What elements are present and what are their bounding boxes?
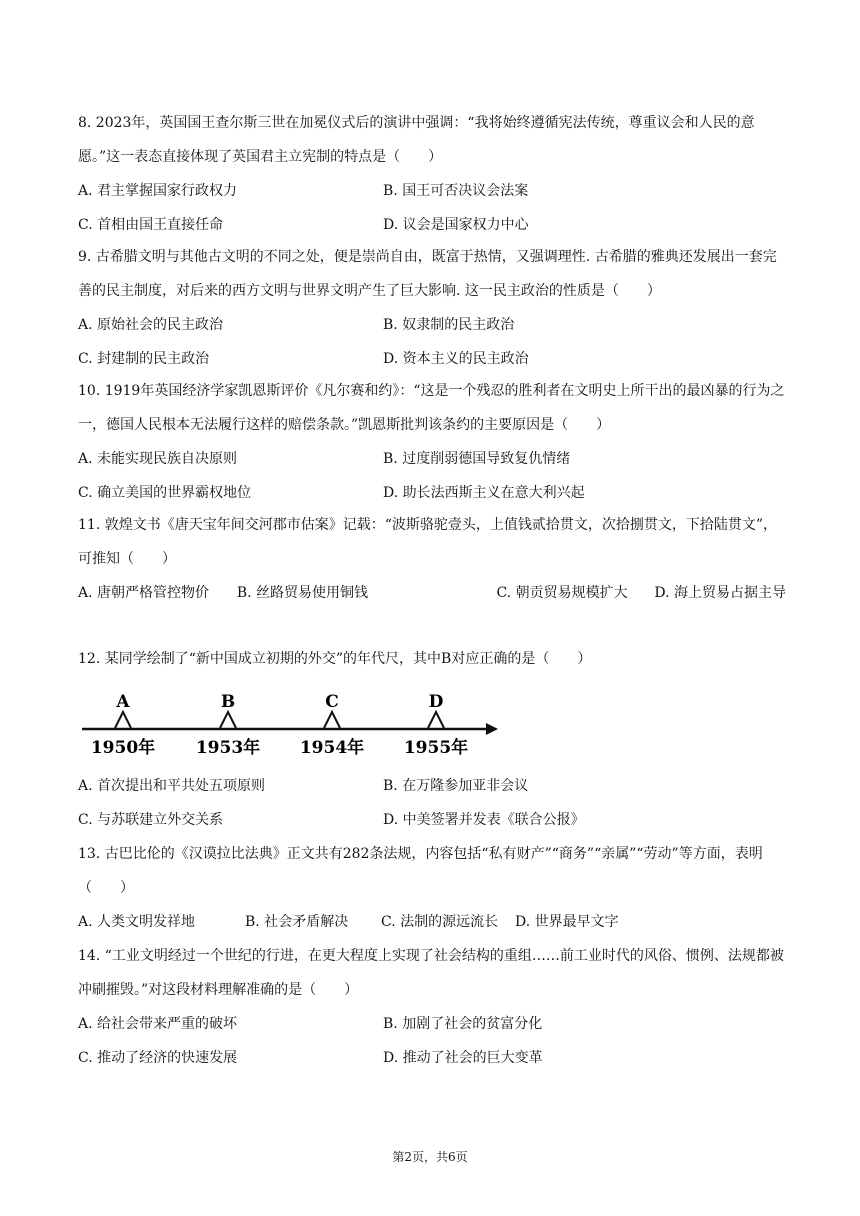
timeline-year-label: 1955年 — [403, 738, 469, 758]
options — [78, 905, 786, 939]
option-c[interactable]: C. 法制的源远流长 — [381, 914, 499, 930]
option-c[interactable]: C. 与苏联建立外交关系 — [78, 812, 224, 828]
option-d[interactable]: D. 资本主义的民主政治 — [383, 351, 529, 367]
options — [78, 1007, 786, 1075]
question-stem: 10. 1919年英国经济学家凯恩斯评价《凡尔赛和约》：“这是一个残忍的胜利者在文明史上所干出的最凶暴的行为之一，德国人民根本无法履行这样的赔偿条款。”凯恩斯批判该条约的主要原因是（ ） — [78, 383, 785, 433]
timeline-letter-a: A — [116, 692, 130, 712]
question-stem: 13. 古巴比伦的《汉谟拉比法典》正文共有282条法规，内容包括“私有财产”“商务”“亲属”“劳动”等方面，表明（ ） — [78, 846, 763, 896]
option-a[interactable]: A. 给社会带来严重的破坏 — [78, 1016, 238, 1032]
option-a[interactable]: A. 唐朝严格管控物价 — [78, 585, 210, 601]
option-b[interactable]: B. 加剧了社会的贫富分化 — [383, 1016, 543, 1032]
option-a[interactable]: A. 人类文明发祥地 — [78, 914, 196, 930]
option-d[interactable]: D. 推动了社会的巨大变革 — [383, 1050, 543, 1066]
question-stem: 11. 敦煌文书《唐天宝年间交河郡市估案》记载：“波斯骆驼壹头，上值钱贰拾贯文，次拾捌贯文，下拾陆贯文”，可推知（ ） — [78, 517, 778, 567]
timeline-year-label: 1953年 — [195, 738, 261, 758]
timeline-marker-icon — [324, 712, 340, 728]
timeline-year-label: 1950年 — [90, 738, 156, 758]
timeline-marker-icon — [220, 712, 236, 728]
option-b[interactable]: B. 过度削弱德国导致复仇情绪 — [383, 451, 571, 467]
question-stem: 9. 古希腊文明与其他古文明的不同之处，便是崇尚自由，既富于热情，又强调理性. 古希腊的雅典还发展出一套完善的民主制度，对后来的西方文明与世界文明产生了巨大影响. 这一民主政治的性质是（ ） — [78, 249, 777, 299]
option-d[interactable]: D. 中美签署并发表《联合公报》 — [383, 812, 585, 828]
options — [78, 442, 786, 510]
option-d[interactable]: D. 议会是国家权力中心 — [383, 217, 529, 233]
timeline-letter-d: D — [428, 692, 444, 712]
options — [78, 769, 786, 837]
option-a[interactable]: A. 君主掌握国家行政权力 — [78, 183, 238, 199]
option-c[interactable]: C. 推动了经济的快速发展 — [78, 1050, 238, 1066]
question-stem: 12. 某同学绘制了“新中国成立初期的外交”的年代尺，其中B对应正确的是（ ） — [78, 651, 592, 667]
timeline-letter-b: B — [220, 692, 236, 712]
timeline-marker-icon — [115, 712, 131, 728]
question-stem: 8. 2023年，英国国王查尔斯三世在加冕仪式后的演讲中强调：“我将始终遵循宪法传统，尊重议会和人民的意愿。”这一表态直接体现了英国君主立宪制的特点是（ ） — [78, 115, 755, 165]
timeline-figure — [80, 687, 510, 767]
question-stem: 14. “工业文明经过一个世纪的行进，在更大程度上实现了社会结构的重组……前工业时代的风俗、惯例、法规都被冲刷摧毁。”对这段材料理解准确的是（ ） — [78, 948, 784, 998]
timeline-marker-icon — [428, 712, 444, 728]
option-b[interactable]: B. 奴隶制的民主政治 — [383, 317, 515, 333]
timeline-letter-c: C — [325, 692, 339, 712]
timeline-year-label: 1954年 — [299, 738, 365, 758]
question-13 — [78, 837, 786, 939]
option-a[interactable]: A. 原始社会的民主政治 — [78, 317, 224, 333]
options — [78, 576, 786, 610]
question-9 — [78, 240, 786, 376]
question-14 — [78, 939, 786, 1075]
option-c[interactable]: C. 首相由国王直接任命 — [78, 217, 224, 233]
question-12-options — [78, 769, 786, 837]
question-11 — [78, 508, 786, 610]
question-8 — [78, 106, 786, 242]
option-c[interactable]: C. 确立美国的世界霸权地位 — [78, 485, 252, 501]
option-c[interactable]: C. 封建制的民主政治 — [78, 351, 210, 367]
option-a[interactable]: A. 首次提出和平共处五项原则 — [78, 778, 266, 794]
option-d[interactable]: D. 助长法西斯主义在意大利兴起 — [383, 485, 585, 501]
option-d[interactable]: D. 海上贸易占据主导 — [654, 585, 786, 601]
option-b[interactable]: B. 丝路贸易使用铜钱 — [236, 585, 369, 601]
option-a[interactable]: A. 未能实现民族自决原则 — [78, 451, 238, 467]
option-d[interactable]: D. 世界最早文字 — [515, 914, 619, 930]
option-b[interactable]: B. 在万隆参加亚非会议 — [383, 778, 529, 794]
question-12 — [78, 642, 786, 676]
option-b[interactable]: B. 社会矛盾解决 — [245, 914, 349, 930]
options — [78, 174, 786, 242]
option-c[interactable]: C. 朝贡贸易规模扩大 — [496, 585, 628, 601]
option-b[interactable]: B. 国王可否决议会法案 — [383, 183, 529, 199]
timeline-arrow-icon — [486, 723, 498, 735]
options — [78, 308, 786, 376]
question-10 — [78, 374, 786, 510]
page-footer: 第2页，共6页 — [392, 1150, 468, 1164]
